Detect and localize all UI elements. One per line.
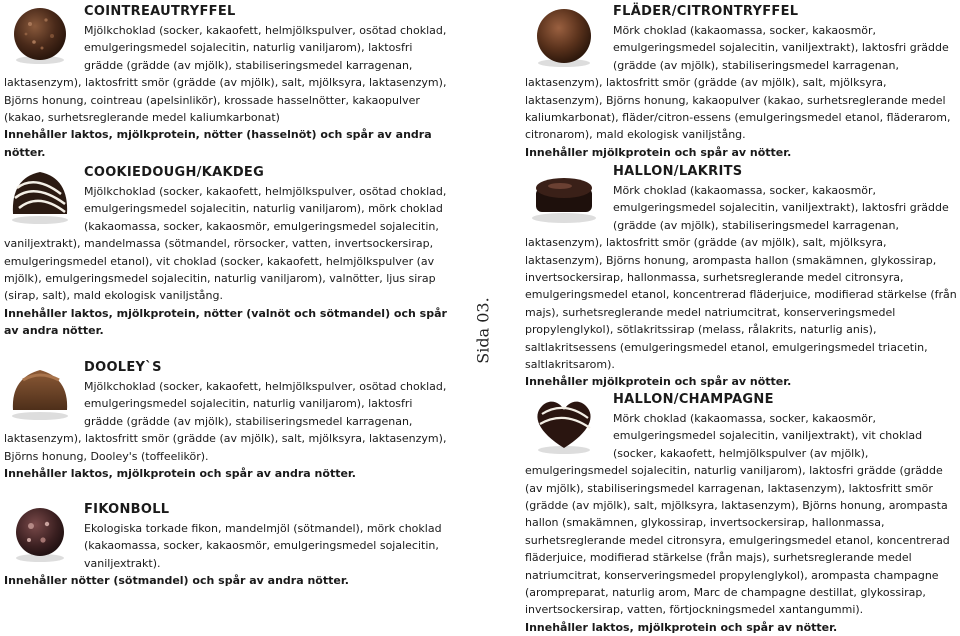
ingredients-text: Mörk choklad (kakaomassa, socker, kakaosmör, emulgeringsmedel sojalecitin, vaniljextrakt), laktosfri grädde (grädde (av mjölk), stabiliseringsmedel karragenan, laktasenzym), laktosfritt smör (grädde (av mjölk), salt, mjölksyra, laktasenzym), Björns honung, arompasta hallon (smakämnen, glykossirap, invertsockersirap, hallonmassa, surhetsreglerande medel citronsyra, emulgeringsmedel etanol, koncentrerad fläderjuice, modifierad stärkelse (från majs), surhetsreglerande medel natriumcitrat, konserveringsmedel propylenglykol), sötlakritssirap (melass, rålakrits, naturlig anis), saltlakritsessens (emulgeringsmedel etanol, emulgeringsmedel triacetin, saltlakritsarom). <box>525 184 957 372</box>
ingredients-text: Mjölkchoklad (socker, kakaofett, helmjölkspulver, osötad choklad, emulgeringsmedel sojalecitin, naturlig vaniljarom), laktosfri grädde (grädde (av mjölk), stabiliseringsmedel karragenan, laktasenzym), laktosfritt smör (grädde (av mjölk), salt, mjölksyra, laktasenzym), Björns honung, Dooley's (toffeelikör). <box>4 380 447 463</box>
allergy-note: Innehåller mjölkprotein och spår av nötter. <box>525 145 792 159</box>
product-cointreau <box>4 2 454 161</box>
product-hallon-champagne <box>525 390 957 636</box>
product-dooleys <box>4 358 454 482</box>
product-flader-citron <box>525 2 957 161</box>
product-hallon-lakrits <box>525 162 957 391</box>
product-title: DOOLEY`S <box>84 360 162 375</box>
allergy-note: Innehåller laktos, mjölkprotein och spår av nötter. <box>525 620 838 634</box>
allergy-note: Innehåller laktos, mjölkprotein och spår av andra nötter. <box>4 467 356 481</box>
chocolate-photo <box>4 358 76 422</box>
product-title: HALLON/LAKRITS <box>613 164 743 179</box>
allergy-note: Innehåller laktos, mjölkprotein, nötter (valnöt och sötmandel) och spår av andra nötter. <box>4 306 447 338</box>
chocolate-photo <box>4 163 76 227</box>
product-cookiedough <box>4 163 454 340</box>
product-title: FLÄDER/CITRONTRYFFEL <box>613 4 799 19</box>
fig-ball-photo <box>4 500 76 564</box>
chocolate-photo <box>525 162 603 230</box>
product-fikonboll <box>4 500 454 590</box>
allergy-note: Innehåller nötter (sötmandel) och spår av andra nötter. <box>4 574 349 588</box>
ingredients-text: Mörk choklad (kakaomassa, socker, kakaosmör, emulgeringsmedel sojalecitin, vaniljextrakt), laktosfri grädde (grädde (av mjölk), stabiliseringsmedel karragenan, laktasenzym), laktosfritt smör (grädde (av mjölk), salt, mjölksyra, laktasenzym), Björns honung, kakaopulver (kakao, surhetsreglerande medel kaliumkarbonat), fläder/citron-essens (emulgeringsmedel etanol, fläderarom, citronarom), mald ekologisk vaniljstång. <box>525 24 951 142</box>
ingredients-text: Mörk choklad (kakaomassa, socker, kakaosmör, emulgeringsmedel sojalecitin, vaniljextrakt), vit choklad (socker, kakaofett, helmjölkspulver (av mjölk), emulgeringsmedel sojalecitin, naturlig vaniljarom), laktosfri grädde (grädde (av mjölk), stabiliseringsmedel karragenan, laktasenzym), laktosfritt smör (grädde (av mjölk), salt, mjölksyra, laktasenzym), Björns honung, arompasta hallon (smakämnen, glykossirap, invertsockersirap, hallonmassa, surhetsreglerande medel citronsyra, emulgeringsmedel etanol, koncentrerad fläderjuice, modifierad stärkelse (från majs), surhetsreglerande medel natriumcitrat, konserveringsmedel propylenglykol), arompasta champagne (arompreparat, naturlig arom, Marc de champagne destillat, glykossirap, invertsockersirap, vatten, förtjockningsmedel xantangummi). <box>525 412 950 617</box>
allergy-note: Innehåller laktos, mjölkprotein, nötter (hasselnöt) och spår av andra nötter. <box>4 128 432 159</box>
truffle-photo <box>4 2 76 66</box>
product-title: FIKONBOLL <box>84 502 170 517</box>
product-title: HALLON/CHAMPAGNE <box>613 392 774 407</box>
allergy-note: Innehåller mjölkprotein och spår av nötter. <box>525 375 792 389</box>
product-title: COOKIEDOUGH/KAKDEG <box>84 165 265 180</box>
ingredients-text: Ekologiska torkade fikon, mandelmjöl (sötmandel), mörk choklad (kakaomassa, socker, kakaosmör, emulgeringsmedel sojalecitin, vaniljextrakt). <box>84 522 442 570</box>
product-title: COINTREAUTRYFFEL <box>84 4 236 19</box>
truffle-photo <box>525 2 603 70</box>
ingredients-text: Mjölkchoklad (socker, kakaofett, helmjölkspulver, osötad choklad, emulgeringsmedel sojalecitin, naturlig vaniljarom), laktosfri grädde (grädde (av mjölk), stabiliseringsmedel karragenan, laktasenzym), laktosfritt smör (grädde (av mjölk), salt, mjölksyra, laktasenzym), Björns honung, cointreau (apelsinlikör), krossade hasselnötter, kakaopulver (kakao, surhetsreglerande medel kaliumkarbonat) <box>4 24 447 125</box>
heart-chocolate-photo <box>525 390 603 458</box>
page-number-label: Sida 03. <box>473 296 493 364</box>
ingredients-text: Mjölkchoklad (socker, kakaofett, helmjölkspulver, osötad choklad, emulgeringsmedel sojalecitin, naturlig vaniljarom), mörk choklad (kakaomassa, socker, kakaosmör, emulgeringsmedel sojalecitin, vaniljextrakt), mandelmassa (sötmandel, rörsocker, vatten, invertsockersirap, emulgeringsmedel etanol), vit choklad (socker, kakaofett, helmjölkspulver (av mjölk), emulgeringsmedel sojalecitin, naturlig vaniljarom), valnötter, ljus sirap (sirap, salt), mald ekologisk vaniljstång. <box>4 185 447 303</box>
